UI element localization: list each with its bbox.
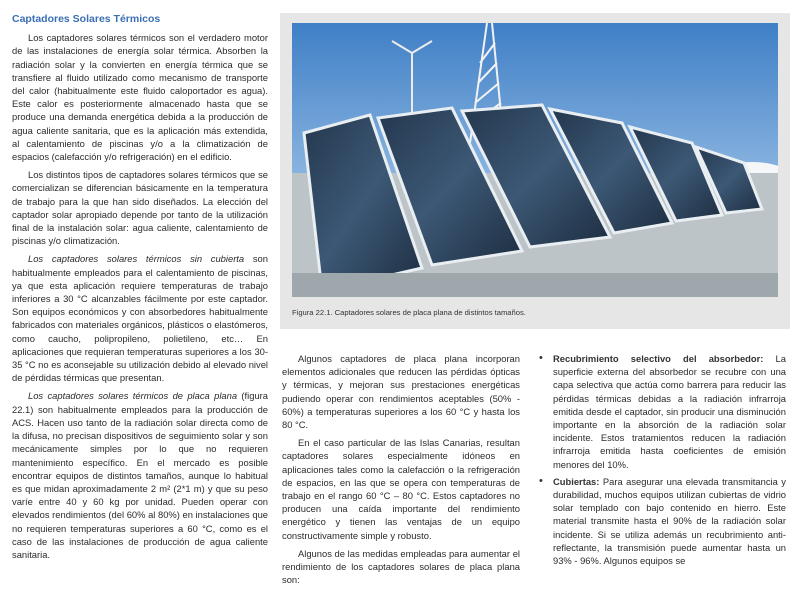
section-heading: Captadores Solares Térmicos xyxy=(12,13,161,25)
paragraph-enhancements: Algunos captadores de placa plana incorporan elementos adicionales que reducen las pérdidas ópticas y térmicas, y mejoran sus prestaciones energéticas pudiendo operar con rendimientos aceptables (50% - 60%) a temperaturas superiores a los 60 °C y hasta los 80 °C. xyxy=(282,353,520,431)
list-item-term: Cubiertas: xyxy=(553,475,600,487)
solar-collectors-photo xyxy=(292,23,778,297)
figure-caption: Figura 22.1. Captadores solares de placa plana de distintos tamaños. xyxy=(292,308,526,317)
right-column xyxy=(538,352,786,571)
list-item-text: La superficie externa del absorbedor se recubre con una capa selectiva que actúa como barrera para reducir las pérdidas térmicas debidas a la radiación infrarroja emitida desde el captador, sin producir una disminución importante en la absorción de la radiación solar incidente. Estos tratamientos reducen la radiación infrarroja emitida hasta coeficientes de emisión menores del 10%. xyxy=(553,353,786,470)
flat-plate-text: (figura 22.1) son habitualmente empleados para la producción de ACS. Hacen uso tanto de la radiación solar directa como de la difusa, no precisan dispositivos de seguimiento solar y son mecánicamente simples por lo que no requieren mantenimiento específico. En el mercado es posible encontrar equipos de distintos tamaños, aunque lo habitual es que midan aproximadamente 2 m² (2*1 m) y que su peso varíe entre 40 y 60 kg por unidad. Pueden operar con elevados rendimientos (del 60% al 80%) en instalaciones que no requieren temperaturas superiores a 60 °C, como es el caso de las instalaciones de producción de agua caliente sanitaria. xyxy=(12,390,268,560)
figure-panel xyxy=(280,13,790,329)
paragraph-canary-islands: En el caso particular de las Islas Canarias, resultan captadores solares especialmente idóneos en aplicaciones tales como la calefacción o la refrigeración de espacios, en las que se opera con temperaturas de trabajo en el rango 60 °C – 80 °C. Estos captadores no producen una caída importante del rendimiento energético y tienen las ventajas de un equipo constructivamente simple y robusto. xyxy=(282,437,520,541)
paragraph-measures: Algunos de las medidas empleadas para aumentar el rendimiento de los captadores solares de placa plana son: xyxy=(282,547,520,586)
list-item xyxy=(538,352,786,471)
paragraph-types: Los distintos tipos de captadores solares térmicos que se comercializan se diferencian básicamente en la temperatura de trabajo para la que han sido diseñados. La elección del captador solar apropiado depende por tanto de la utilización final de la instalación solar: agua caliente, calentamiento de piscinas y/o climatización. xyxy=(12,169,268,247)
unglazed-text: son habitualmente empleados para el calentamiento de piscinas, ya que esta aplicación requiere temperaturas de trabajo inferiores a 30 °C alcanzables fácilmente por este captador. Son equipos económicos y con absorbedores habitualmente fabricados con materiales orgánicos, plásticos o elastómeros, como caucho, polipropileno, polietileno, etc… En aplicaciones que requieran temperaturas superiores a los 30-35 °C no es aconsejable su utilización debido al elevado nivel de pérdidas térmicas que presentan. xyxy=(12,253,268,384)
paragraph-unglazed xyxy=(12,252,268,384)
unglazed-term: Los captadores solares térmicos sin cubierta xyxy=(28,253,245,265)
bullet-icon: • xyxy=(539,474,543,487)
list-item xyxy=(538,475,786,567)
measures-list xyxy=(538,352,786,567)
paragraph-flat-plate xyxy=(12,389,268,561)
list-item-term: Recubrimiento selectivo del absorbedor: xyxy=(553,353,764,364)
paragraph-intro: Los captadores solares térmicos son el verdadero motor de las instalaciones de energía solar térmica. Absorben la radiación solar y la convierten en energía térmica que se transfiere al fluido utilizado como mecanismo de transporte del calor (habitualmente este fluido caloportador es agua). Este calor es posteriormente almacenado hasta que se produce una demanda energética debida a la producción de agua caliente sanitaria, que es la aplicación más extendida, al calentamiento de piscinas y/o a la climatización de espacios (calefacción y/o refrigeración) en el edificio. xyxy=(12,32,268,163)
list-item-text: Para asegurar una elevada transmitancia y durabilidad, muchos equipos utilizan cubiertas de vidrio solar templado con bajo contenido en hierro. Este material transmite hasta el 90% de la radiación solar incidente. Si se utiliza además un recubrimiento anti-reflectante, la transmisión puede aumentar hasta un 93% - 96%. Algunos equipos se xyxy=(553,475,786,567)
flat-plate-term: Los captadores solares térmicos de placa plana xyxy=(28,390,238,402)
middle-column xyxy=(282,352,520,591)
left-column xyxy=(12,13,268,566)
bullet-icon: • xyxy=(539,352,543,364)
